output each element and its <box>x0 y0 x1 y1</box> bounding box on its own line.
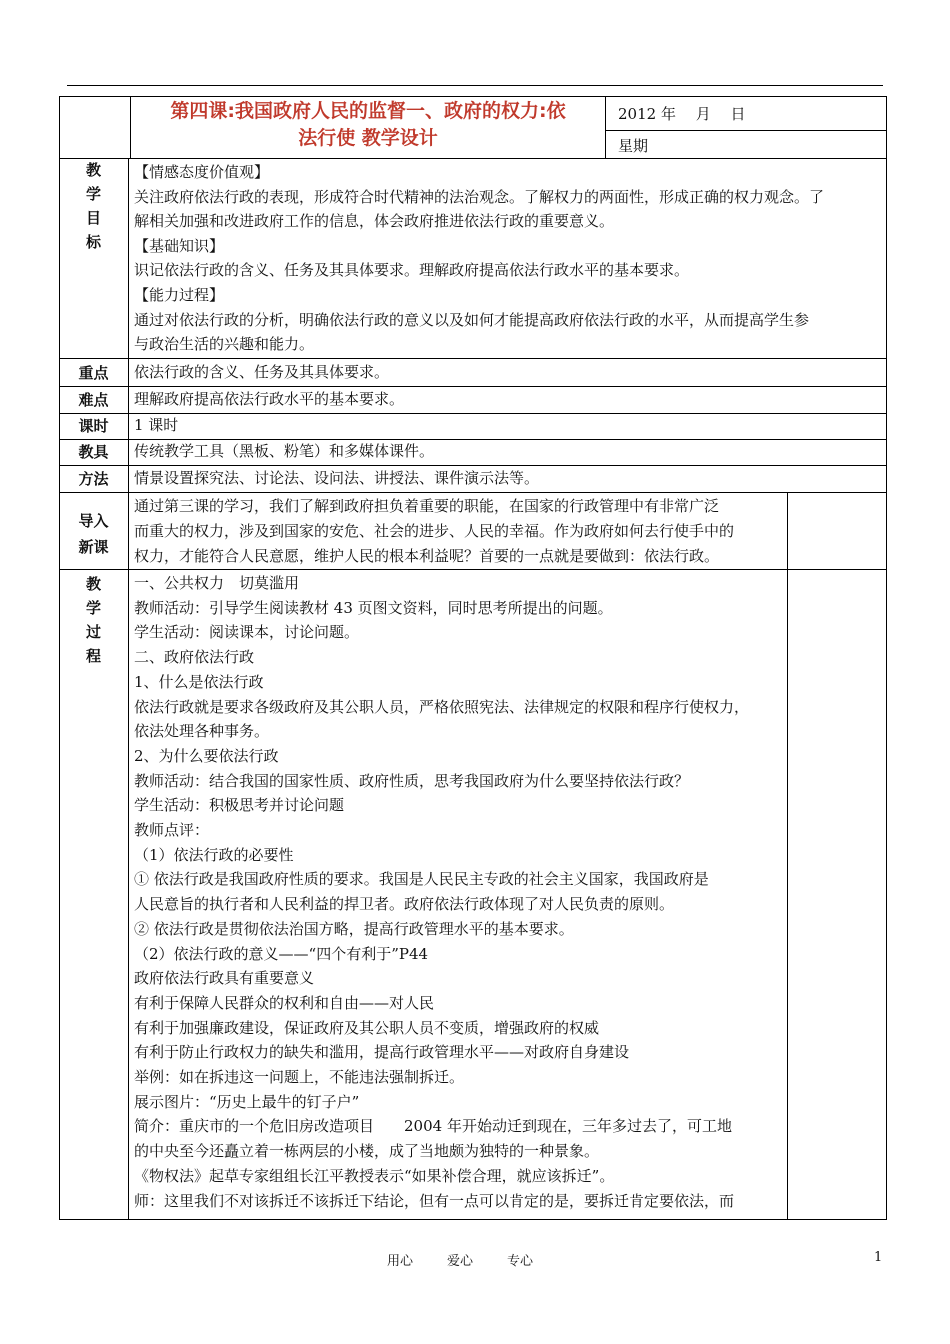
weekday-text: 星期 <box>618 137 649 155</box>
tools-label: 教具 <box>78 443 109 461</box>
goals-line: 解相关加强和改进政府工作的信息，体会政府推进依法行政的重要意义。 <box>134 212 615 231</box>
date-text: 2012 年 月 日 <box>618 105 746 123</box>
goals-heading-knowledge: 【基础知识】 <box>134 236 225 255</box>
intro-line: 权力，才能符合人民意愿，维护人民的根本利益呢？首要的一点就是要做到：依法行政。 <box>134 547 720 565</box>
process-line: 学生活动：积极思考并讨论问题 <box>134 796 345 815</box>
goals-line: 识记依法行政的含义、任务及其具体要求。理解政府提高依法行政水平的基本要求。 <box>134 261 690 280</box>
process-line: 《物权法》起草专家组组长江平教授表示“如果补偿合理，就应该拆迁”。 <box>134 1166 615 1185</box>
goals-label-char: 目 <box>85 209 101 227</box>
title-line-2: 法行使 教学设计 <box>298 127 438 149</box>
process-line: 依法处理各种事务。 <box>134 722 270 741</box>
process-line: 的中央至今还矗立着一栋两层的小楼，成了当地颇为独特的一种景象。 <box>134 1142 600 1161</box>
intro-line: 而重大的权力，涉及到国家的安危、社会的进步、人民的幸福。作为政府如何去行使手中的 <box>134 522 735 540</box>
hours-label: 课时 <box>78 417 109 435</box>
row-divider <box>59 569 887 570</box>
row-divider <box>59 413 887 414</box>
goals-line: 与政治生活的兴趣和能力。 <box>134 335 315 354</box>
intro-label-line: 新课 <box>78 538 109 556</box>
process-line: 有利于加强廉政建设，保证政府及其公职人员不变质，增强政府的权威 <box>134 1018 600 1037</box>
difficulty-label: 难点 <box>78 391 109 409</box>
process-line: （2）依法行政的意义——“四个有利于”P44 <box>134 944 429 963</box>
process-line: ① 依法行政是我国政府性质的要求。我国是人民民主专政的社会主义国家，我国政府是 <box>134 870 709 889</box>
process-line: 展示图片：“历史上最牛的钉子户” <box>134 1092 360 1111</box>
date-divider <box>605 130 887 131</box>
process-line: 政府依法行政具有重要意义 <box>134 969 315 988</box>
goals-label-char: 标 <box>85 233 101 251</box>
process-line: 教师活动：引导学生阅读教材 43 页图文资料，同时思考所提出的问题。 <box>134 598 613 617</box>
notes-column-divider <box>787 492 788 1220</box>
methods-label: 方法 <box>78 470 109 488</box>
lesson-title <box>131 98 605 152</box>
header-rule <box>67 85 883 86</box>
process-line: ② 依法行政是贯彻依法治国方略，提高行政管理水平的基本要求。 <box>134 919 574 938</box>
row-divider <box>59 358 887 359</box>
process-label-char: 程 <box>85 647 101 665</box>
process-label-char: 教 <box>85 575 101 593</box>
intro-line: 通过第三课的学习，我们了解到政府担负着重要的职能，在国家的行政管理中有非常广泛 <box>134 497 720 515</box>
process-line: 学生活动：阅读课本，讨论问题。 <box>134 623 360 642</box>
methods-text: 情景设置探究法、讨论法、设问法、讲授法、课件演示法等。 <box>134 469 540 487</box>
process-line: 1、什么是依法行政 <box>134 672 264 691</box>
process-line: 人民意旨的执行者和人民利益的捍卫者。政府依法行政体现了对人民负责的原则。 <box>134 895 675 914</box>
footer-motto-2: 爱心 <box>447 1254 474 1269</box>
process-label-char: 过 <box>85 623 101 641</box>
label-column-divider <box>128 158 129 1220</box>
title-line-1: 第四课:我国政府人民的监督一、政府的权力:依 <box>170 100 566 122</box>
goals-label-char: 教 <box>85 161 101 179</box>
goals-heading-ability: 【能力过程】 <box>134 285 225 304</box>
intro-content <box>134 494 784 569</box>
process-line: 有利于保障人民群众的权利和自由——对人民 <box>134 993 435 1012</box>
process-line: 2、为什么要依法行政 <box>134 746 279 765</box>
process-line: （1）依法行政的必要性 <box>134 845 294 864</box>
goals-content <box>134 160 884 357</box>
process-label-char: 学 <box>85 599 101 617</box>
page-number: 1 <box>874 1250 883 1265</box>
intro-label-line: 导入 <box>78 512 109 530</box>
goals-label-char: 学 <box>85 185 101 203</box>
goals-heading-emotion: 【情感态度价值观】 <box>134 163 270 181</box>
focus-text: 依法行政的含义、任务及其具体要求。 <box>134 363 390 381</box>
footer-motto-1: 用心 <box>387 1254 414 1269</box>
header-blank-cell <box>59 96 131 159</box>
tools-text: 传统教学工具（黑板、粉笔）和多媒体课件。 <box>134 442 435 460</box>
process-label <box>59 572 128 668</box>
row-divider <box>59 492 887 493</box>
process-line: 依法行政就是要求各级政府及其公职人员，严格依照宪法、法律规定的权限和程序行使权力， <box>134 697 750 716</box>
intro-label <box>59 508 128 560</box>
footer-motto-3: 专心 <box>507 1254 534 1269</box>
hours-text: 1 课时 <box>134 416 179 434</box>
process-line: 二、政府依法行政 <box>134 648 255 667</box>
process-line: 一、公共权力 切莫滥用 <box>134 574 300 592</box>
process-line: 教师活动：结合我国的国家性质、政府性质，思考我国政府为什么要坚持依法行政？ <box>134 771 690 790</box>
goals-line: 通过对依法行政的分析，明确依法行政的意义以及如何才能提高政府依法行政的水平，从而提高学生参 <box>134 310 810 329</box>
difficulty-text: 理解政府提高依法行政水平的基本要求。 <box>134 390 405 408</box>
process-content <box>134 571 784 1213</box>
process-line: 有利于防止行政权力的缺失和滥用，提高行政管理水平——对政府自身建设 <box>134 1043 630 1062</box>
goals-line: 关注政府依法行政的表现，形成符合时代精神的法治观念。了解权力的两面性，形成正确的权力观念。了 <box>134 187 825 206</box>
focus-label: 重点 <box>78 364 109 382</box>
process-line: 举例：如在拆违这一问题上，不能违法强制拆迁。 <box>134 1068 465 1087</box>
process-line: 简介：重庆市的一个危旧房改造项目 2004 年开始动迁到现在，三年多过去了，可工地 <box>134 1117 732 1136</box>
process-line: 教师点评： <box>134 821 210 840</box>
goals-label <box>59 158 128 254</box>
process-line: 师：这里我们不对该拆迁不该拆迁下结论，但有一点可以肯定的是，要拆迁肯定要依法，而 <box>134 1191 735 1210</box>
